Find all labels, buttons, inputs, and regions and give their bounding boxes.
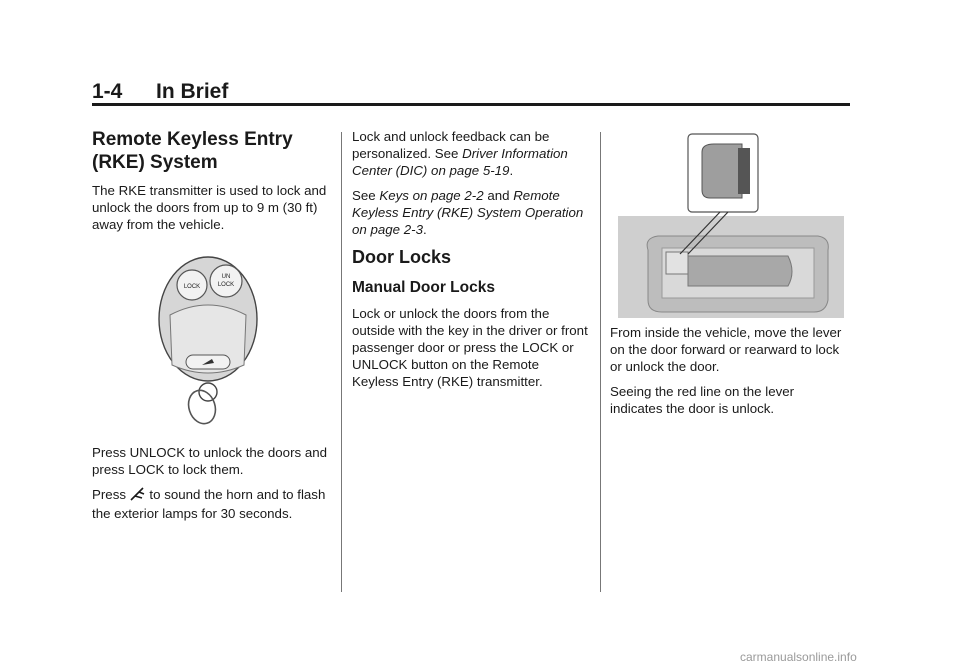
panic-horn-icon [130, 486, 146, 505]
fob-unlock-label-1: UN [221, 274, 231, 280]
see-also-pre: See [352, 188, 376, 203]
inside-lever-paragraph: From inside the vehicle, move the lever on the door forward or rearward to lock or unlock the door. [610, 325, 842, 374]
column-2 [352, 128, 588, 398]
see-also-paragraph [352, 187, 588, 238]
rke-operation-reference-link[interactable]: Remote Keyless Entry (RKE) System Operation on page 2-3 [352, 188, 584, 237]
column-1 [92, 128, 328, 241]
header-rule [92, 103, 850, 106]
rke-transmitter-illustration [150, 255, 266, 427]
red-line-paragraph: Seeing the red line on the lever indicates the door is unlock. [610, 384, 795, 416]
column-1-lower [92, 444, 328, 530]
feedback-text: Lock and unlock feedback can be personalized. See [352, 129, 550, 161]
rke-unlock-paragraph: Press UNLOCK to unlock the doors and press LOCK to lock them. [92, 445, 328, 477]
fob-unlock-label-2: LOCK [217, 282, 235, 288]
section-title: In Brief [156, 80, 229, 103]
column-divider-1 [341, 132, 342, 592]
see-also-mid: and [487, 188, 510, 203]
manual-locks-paragraph: Lock or unlock the doors from the outside with the key in the driver or front passenger door or press the LOCK or UNLOCK button on the Remote Keyless Entry (RKE) transmitter. [352, 306, 588, 389]
feedback-end: . [509, 163, 514, 178]
feedback-paragraph [352, 128, 588, 179]
column-3 [610, 128, 850, 425]
rke-horn-paragraph [92, 486, 328, 522]
door-locks-heading: Door Locks [352, 247, 452, 267]
column-divider-2 [600, 132, 601, 592]
watermark: carmanualsonline.info [740, 650, 857, 664]
rke-heading: Remote Keyless Entry (RKE) System [92, 129, 293, 173]
page-number: 1-4 [92, 80, 123, 103]
see-also-end: . [422, 222, 427, 237]
rke-intro-paragraph: The RKE transmitter is used to lock and unlock the doors from up to 9 m (30 ft) away from the vehicle. [92, 183, 327, 232]
fob-lock-label: LOCK [183, 284, 201, 290]
keys-reference-link[interactable]: Keys on page 2-2 [379, 188, 484, 203]
horn-text-post: to sound the horn and to flash the exterior lamps for 30 seconds. [92, 487, 326, 521]
horn-text-pre: Press [92, 487, 126, 502]
manual-door-locks-subheading: Manual Door Locks [352, 279, 495, 296]
dic-reference-link[interactable]: Driver Information Center (DIC) on page 5-19 [352, 146, 568, 178]
